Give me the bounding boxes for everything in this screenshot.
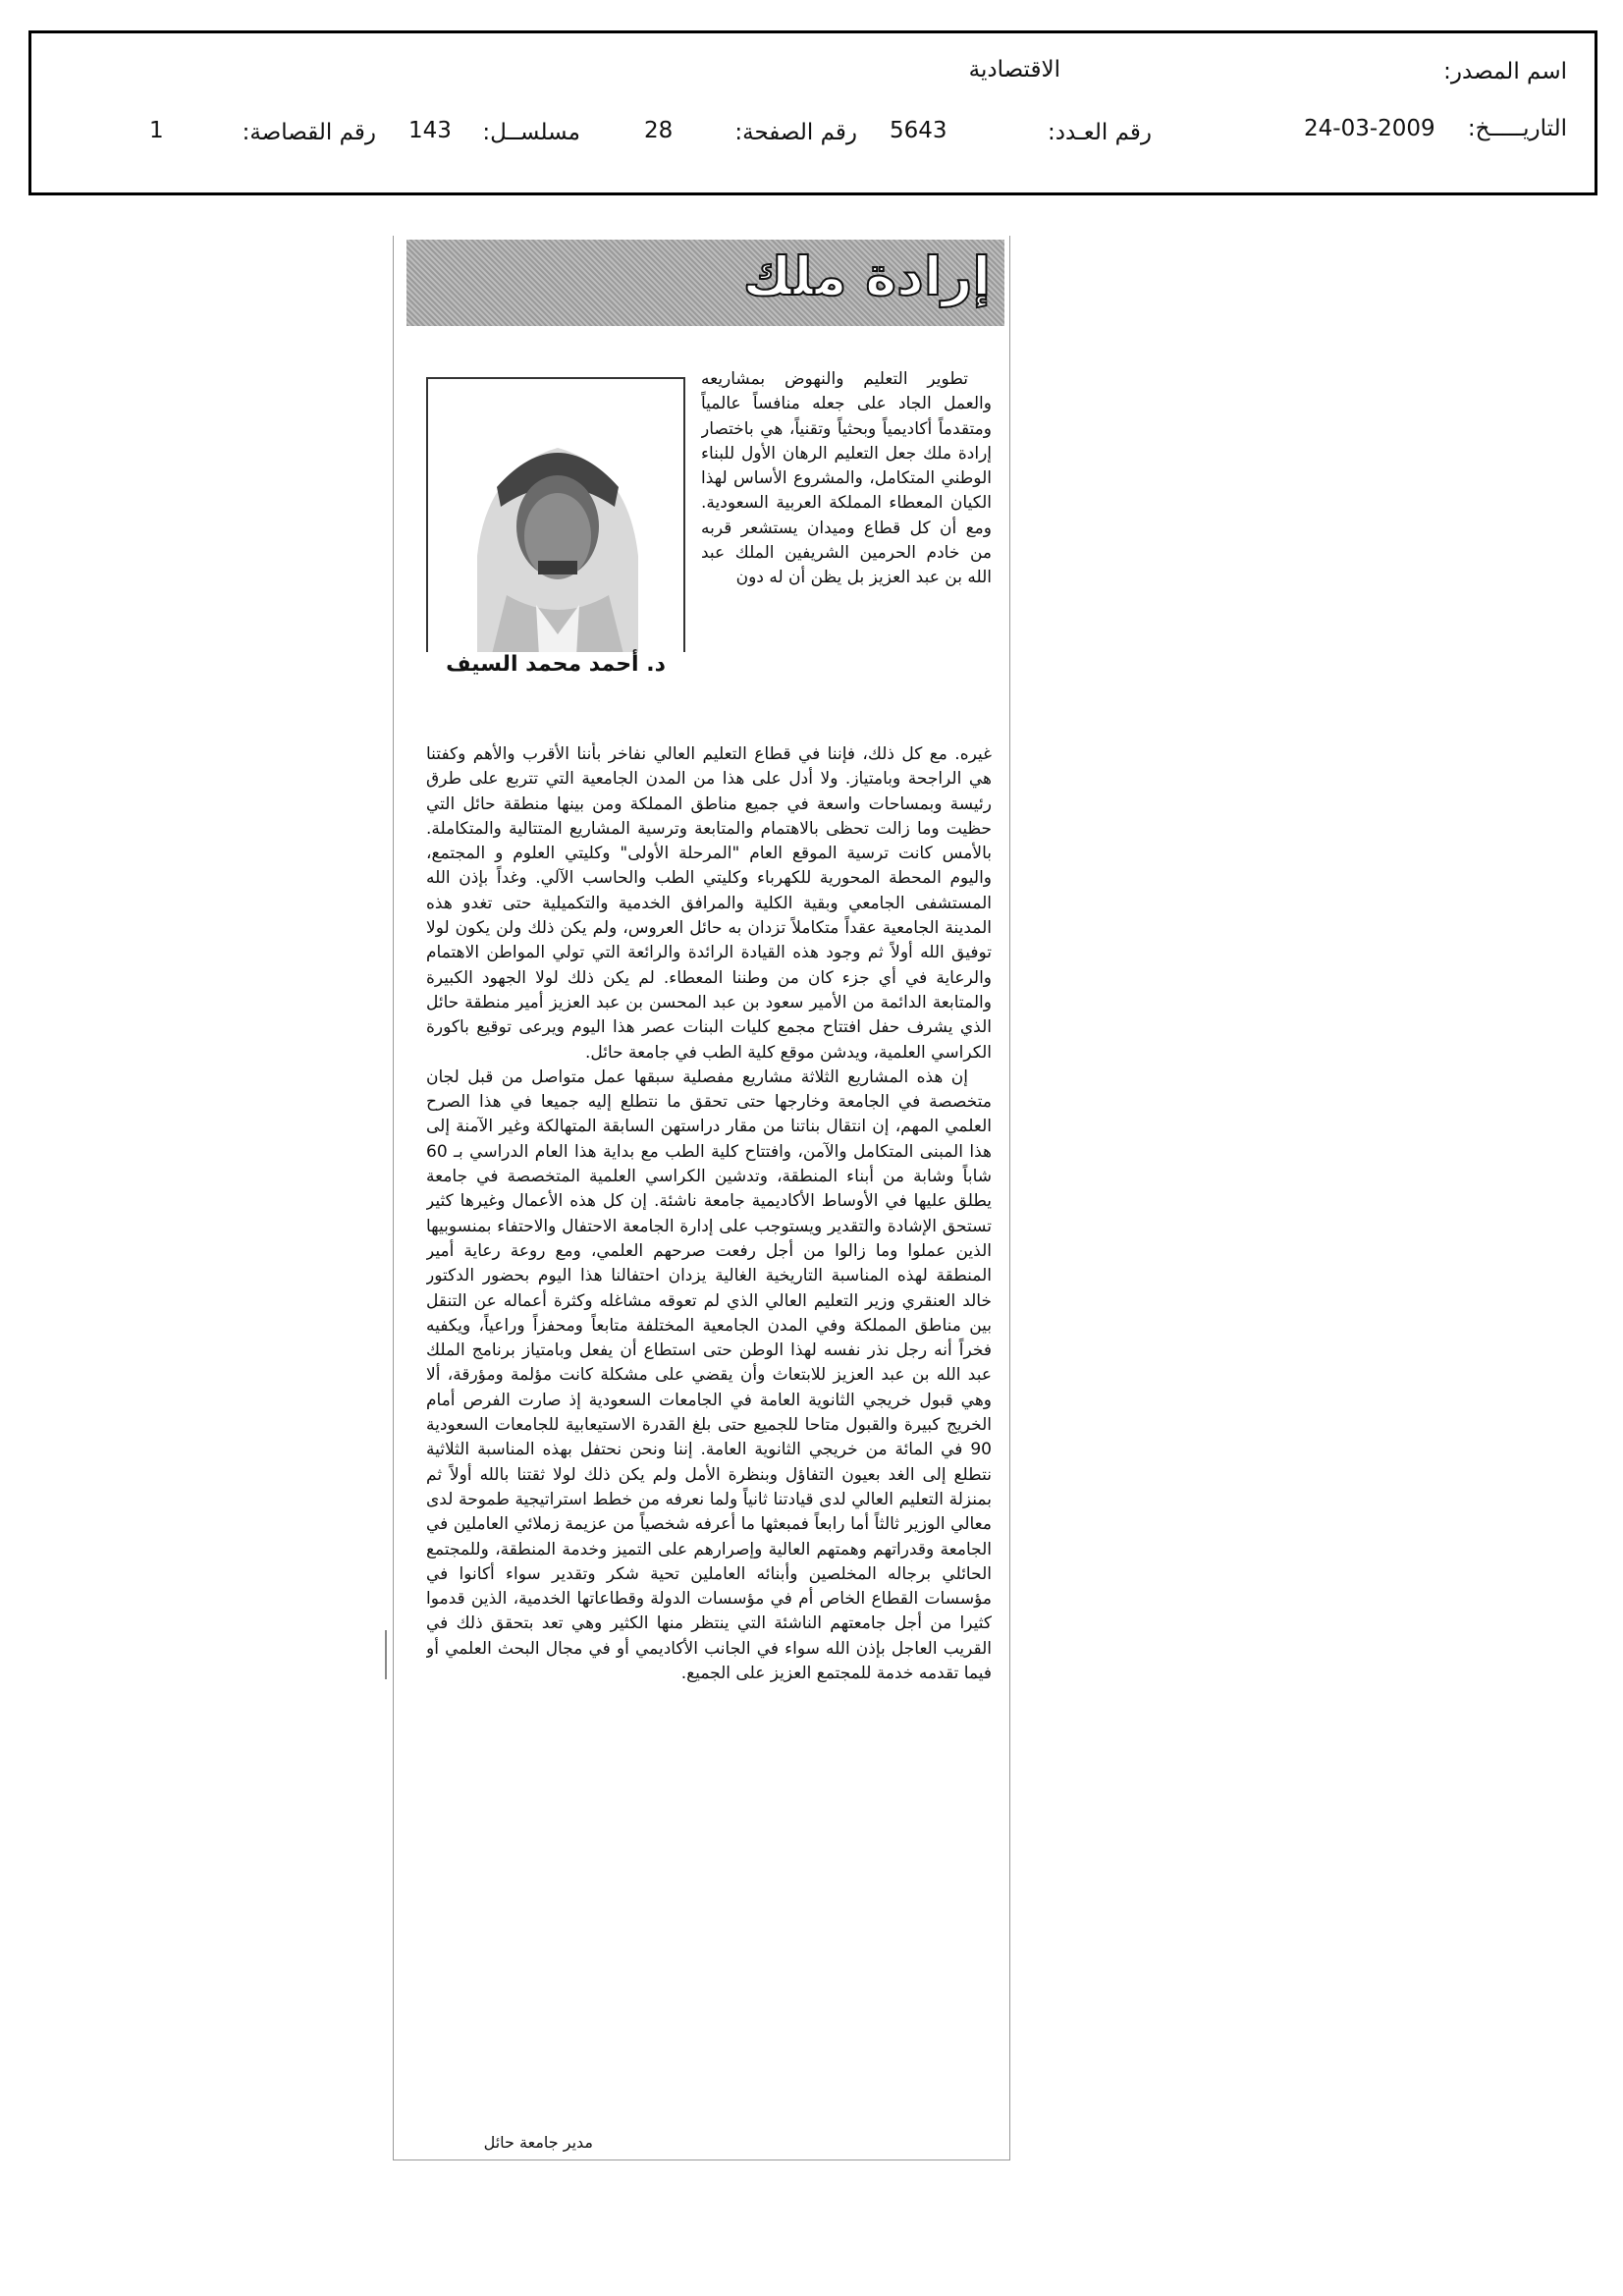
article-body-column xyxy=(426,742,992,2117)
page-value: 28 xyxy=(644,118,674,143)
author-photo xyxy=(426,377,685,683)
author-portrait-image xyxy=(428,379,685,683)
author-caption: د. أحمد محمد السيف xyxy=(426,652,685,685)
author-signature: مدير جامعة حائل xyxy=(483,2133,593,2152)
serial-value: 143 xyxy=(408,118,452,143)
article-title: إرادة ملك xyxy=(742,246,991,307)
issue-value: 5643 xyxy=(890,118,947,143)
date-label: التاريـــــخ: xyxy=(1467,116,1567,141)
page-label: رقم الصفحة: xyxy=(734,120,857,145)
article-title-banner xyxy=(406,240,1004,326)
margin-pen-mark xyxy=(385,1630,387,1679)
body-paragraph-1: غيره. مع كل ذلك، فإننا في قطاع التعليم العالي نفاخر بأننا الأقرب والأهم وكفتنا هي الراجحة وبامتياز. ولا أدل على هذا من المدن الجامعية التي تتربع على طرق رئيسة وبمساحات واسعة في جميع مناطق المملكة ومن بينها منطقة حائل التي حظيت وما زالت تحظى بالاهتمام والمتابعة وترسية المشاريع المتتالية والمتكاملة. بالأمس كانت ترسية الموقع العام "المرحلة الأولى" وكليتي العلوم و المجتمع، واليوم المحطة المحورية للكهرباء وكليتي الطب والحاسب الآلي. وغداً بإذن الله المستشفى الجامعي وبقية الكلية والمرافق الخدمية والتكميلية حتى تغدو هذه المدينة الجامعية عقداً متكاملاً تزدان به حائل العروس، ولم يكن ذلك ولن يكون لولا توفيق الله أولاً ثم وجود هذه القيادة الرائدة والرائعة التي تولي المواطن الاهتمام والرعاية في أي جزء كان من وطننا المعطاء. لم يكن ذلك لولا الجهود الكبيرة والمتابعة الدائمة من الأمير سعود بن عبد المحسن بن عبد العزيز أمير منطقة حائل الذي يشرف حفل افتتاح مجمع كليات البنات عصر هذا اليوم ويرعى توقيع باكورة الكراسي العلمية، ويدشن موقع كلية الطب في جامعة حائل. xyxy=(426,744,992,1063)
clipping-header-box xyxy=(28,30,1597,195)
source-value: الاقتصادية xyxy=(968,57,1060,82)
serial-label: مسلســل: xyxy=(482,120,580,145)
intro-paragraph: تطوير التعليم والنهوض بمشاريعه والعمل الجاد على جعله منافساً عالمياً ومتقدماً أكاديمياً وبحثياً وتقنياً، هي باختصار إرادة ملك جعل التعليم الرهان الأول للبناء الوطني المتكامل، والمشروع الأساس لهذا الكيان المعطاء المملكة العربية السعودية. ومع أن كل قطاع وميدان يستشعر قربه من خادم الحرمين الشريفين الملك عبد الله بن عبد العزيز بل يظن أن له دون xyxy=(701,369,992,588)
date-value: 24-03-2009 xyxy=(1304,116,1435,141)
source-label: اسم المصدر: xyxy=(1443,59,1567,84)
clip-number-value: 1 xyxy=(149,118,164,143)
article-intro-column xyxy=(701,367,992,740)
issue-label: رقم العـدد: xyxy=(1047,120,1152,145)
body-paragraph-2: إن هذه المشاريع الثلاثة مشاريع مفصلية سبقها عمل متواصل من قبل لجان متخصصة في الجامعة وخارجها حتى تحقق ما نتطلع إليه جميعا في هذا الصرح العلمي المهم، إن انتقال بناتنا من مقار دراستهن السابقة المتهالكة وغير الآمنة إلى هذا المبنى المتكامل والآمن، وافتتاح كلية الطب مع بداية هذا العام الدراسي بـ 60 شاباً وشابة من أبناء المنطقة، وتدشين الكراسي العلمية المتخصصة في جامعة يطلق عليها في الأوساط الأكاديمية جامعة ناشئة. إن كل هذه الأعمال وغيرها كثير تستحق الإشادة والتقدير ويستوجب على إدارة الجامعة الاحتفال والاحتفاء بمنسوبيها الذين عملوا وما زالوا من أجل رفعت صرحهم العلمي، ومع روعة رعاية أمير المنطقة لهذه المناسبة التاريخية الغالية يزدان احتفالنا هذا اليوم بحضور الدكتور خالد العنقري وزير التعليم العالي الذي لم تعوقه مشاغله وكثرة أعماله عن التنقل بين مناطق المملكة وفي المدن الجامعية المختلفة متابعاً ومحفزاً وراعياً، ويكفيه فخراً أنه رجل نذر نفسه لهذا الوطن حتى استطاع أن يفعل وبامتياز برنامج الملك عبد الله بن عبد العزيز للابتعاث وأن يقضي على مشكلة كانت مؤلمة ومؤرقة، ألا وهي قبول خريجي الثانوية العامة في الجامعات السعودية إذ صارت الفرص أمام الخريج كبيرة والقبول متاحا للجميع حتى بلغ القدرة الاستيعابية للجامعات السعودية 90 في المائة من خريجي الثانوية العامة. إننا ونحن نحتفل بهذه المناسبة الثلاثية نتطلع إلى الغد بعيون التفاؤل وبنظرة الأمل ولم يكن ذلك لولا ثقتنا بالله أولاً ثم بمنزلة التعليم العالي لدى قيادتنا ثانياً ولما نعرفه من خطط استراتيجية طموحة لدى معالي الوزير ثالثاً أما رابعاً فمبعثها ما أعرفه شخصياً من عزيمة زملائي العاملين في الجامعة وقدراتهم وهمتهم العالية وإصرارهم على التميز وخدمة المنطقة، وللمجتمع الحائلي برجاله المخلصين وأبنائه العاملين تحية شكر وتقدير سواء أكانوا في مؤسسات القطاع الخاص أم في مؤسسات الدولة وقطاعاتها الخدمية، الذين قدموا كثيرا من أجل جامعتهم الناشئة التي ينتظر منها الكثير وهي تعد بتحقق ذلك في القريب العاجل بإذن الله سواء في الجانب الأكاديمي أو في مجال البحث العلمي أو فيما تقدمه خدمة للمجتمع العزيز على الجميع. xyxy=(426,1066,992,1683)
clip-number-label: رقم القصاصة: xyxy=(242,120,376,145)
